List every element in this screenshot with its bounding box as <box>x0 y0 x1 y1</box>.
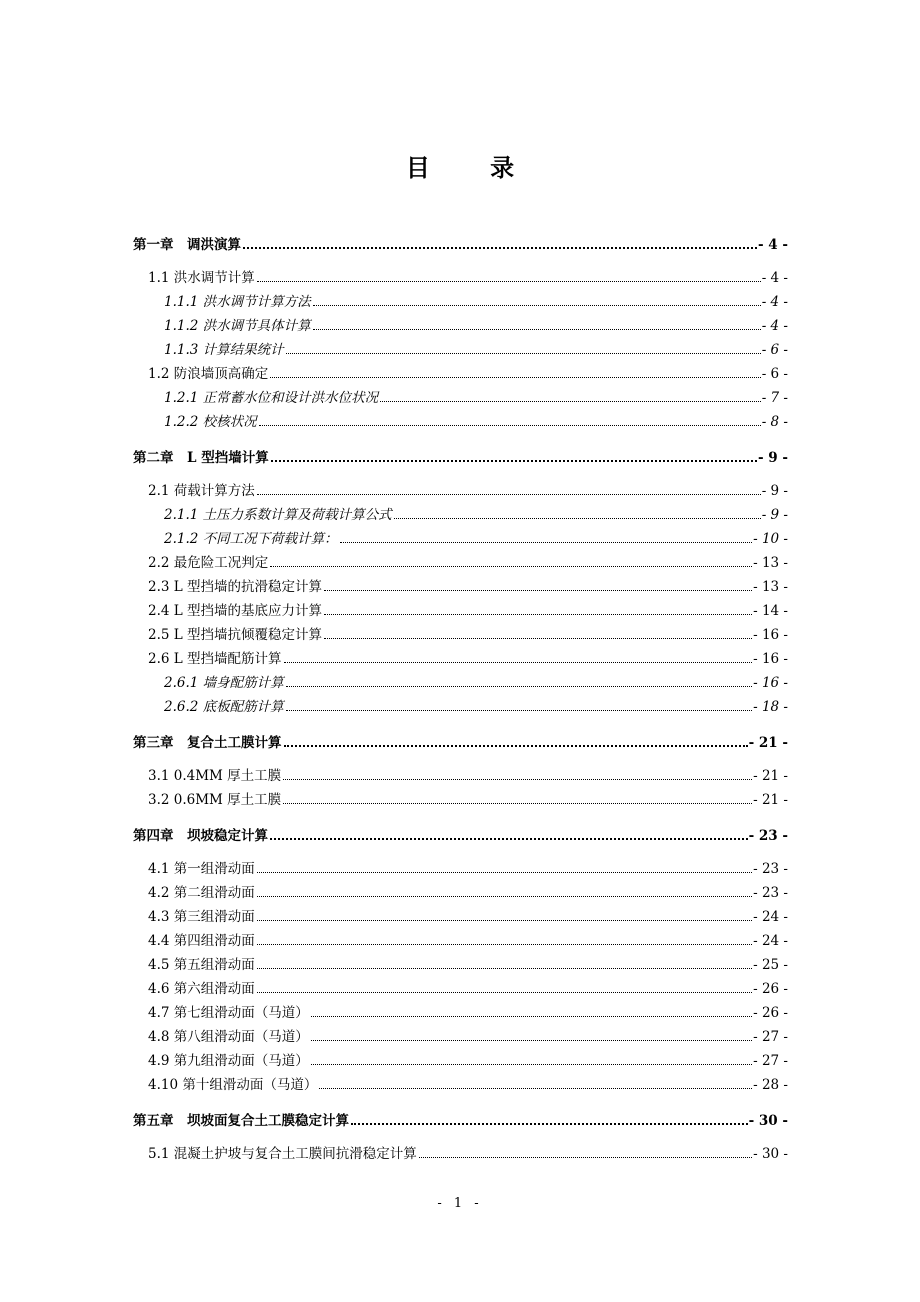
toc-entry-page: - 7 - <box>761 390 788 406</box>
toc-entry-label: 1.2.1 正常蓄水位和设计洪水位状况 <box>164 390 379 406</box>
dot-leader <box>311 1015 752 1017</box>
toc-entry-label: 4.3 第三组滑动面 <box>148 909 255 925</box>
toc-entry-label: 4.1 第一组滑动面 <box>148 861 255 877</box>
dot-leader <box>283 802 752 804</box>
toc-entry-page: - 16 - <box>753 627 788 643</box>
toc-subsection-entry[interactable] <box>133 527 788 551</box>
toc-entry-page: - 13 - <box>753 555 788 571</box>
toc-entry-label: 4.6 第六组滑动面 <box>148 981 255 997</box>
toc-entry-label: 4.9 第九组滑动面（马道） <box>148 1053 309 1069</box>
dot-leader <box>351 1122 748 1125</box>
toc-entry-page: - 16 - <box>753 675 788 691</box>
toc-chapter-entry[interactable] <box>133 824 788 845</box>
toc-entry-page: - 9 - <box>761 483 788 499</box>
toc-entry-page: - 24 - <box>753 933 788 949</box>
toc-section-entry[interactable] <box>133 1001 788 1025</box>
toc-section-entry[interactable] <box>133 905 788 929</box>
toc-section-entry[interactable] <box>133 788 788 812</box>
toc-section-entry[interactable] <box>133 929 788 953</box>
table-of-contents <box>133 233 788 1166</box>
toc-entry-page: - 4 - <box>761 294 788 310</box>
toc-entry-label: 2.1.1 土压力系数计算及荷载计算公式 <box>164 507 392 523</box>
toc-entry-label: 2.1.2 不同工况下荷载计算： <box>164 531 338 547</box>
dot-leader <box>394 517 761 519</box>
toc-subsection-entry[interactable] <box>133 410 788 434</box>
dot-leader <box>257 943 752 945</box>
toc-entry-page: - 23 - <box>753 861 788 877</box>
toc-entry-label: 第一章 调洪演算 <box>133 237 241 253</box>
toc-chapter-entry[interactable] <box>133 731 788 752</box>
toc-subsection-entry[interactable] <box>133 671 788 695</box>
toc-section-entry[interactable] <box>133 953 788 977</box>
toc-entry-label: 2.6.2 底板配筋计算 <box>164 699 284 715</box>
dot-leader <box>259 424 761 426</box>
dot-leader <box>257 919 752 921</box>
toc-section-entry[interactable] <box>133 599 788 623</box>
section-gap <box>133 434 788 446</box>
toc-section-entry[interactable] <box>133 764 788 788</box>
toc-subsection-entry[interactable] <box>133 386 788 410</box>
toc-entry-page: - 26 - <box>753 981 788 997</box>
toc-entry-label: 1.2 防浪墙顶高确定 <box>148 366 269 382</box>
toc-entry-label: 2.2 最危险工况判定 <box>148 555 269 571</box>
toc-entry-page: - 27 - <box>753 1053 788 1069</box>
toc-entry-label: 4.7 第七组滑动面（马道） <box>148 1005 309 1021</box>
toc-subsection-entry[interactable] <box>133 290 788 314</box>
toc-entry-label: 1.1.1 洪水调节计算方法 <box>164 294 311 310</box>
toc-entry-page: - 23 - <box>753 885 788 901</box>
toc-entry-page: - 30 - <box>753 1146 788 1162</box>
toc-entry-label: 2.6.1 墙身配筋计算 <box>164 675 284 691</box>
toc-entry-label: 2.4 L 型挡墙的基底应力计算 <box>148 603 323 619</box>
toc-entry-page: - 6 - <box>761 342 788 358</box>
toc-entry-page: - 21 - <box>753 768 788 784</box>
toc-entry-page: - 21 - <box>753 792 788 808</box>
toc-entry-label: 1.1 洪水调节计算 <box>148 270 255 286</box>
toc-section-entry[interactable] <box>133 479 788 503</box>
page-title: 目 录 <box>405 153 541 182</box>
section-gap <box>133 812 788 824</box>
toc-entry-label: 5.1 混凝土护坡与复合土工膜间抗滑稳定计算 <box>148 1146 417 1162</box>
dot-leader <box>284 661 753 663</box>
toc-section-entry[interactable] <box>133 1049 788 1073</box>
section-gap <box>133 1097 788 1109</box>
page-number: - 1 - <box>437 1196 483 1211</box>
dot-leader <box>319 1087 752 1089</box>
dot-leader <box>270 565 752 567</box>
toc-entry-page: - 30 - <box>748 1113 788 1129</box>
dot-leader <box>313 328 761 330</box>
toc-section-entry[interactable] <box>133 881 788 905</box>
dot-leader <box>340 541 752 543</box>
toc-entry-page: - 10 - <box>753 531 788 547</box>
toc-entry-page: - 9 - <box>761 507 788 523</box>
toc-entry-label: 2.1 荷载计算方法 <box>148 483 255 499</box>
toc-subsection-entry[interactable] <box>133 695 788 719</box>
dot-leader <box>257 493 761 495</box>
toc-subsection-entry[interactable] <box>133 314 788 338</box>
toc-entry-label: 3.2 0.6MM 厚土工膜 <box>148 792 282 808</box>
toc-entry-page: - 14 - <box>753 603 788 619</box>
toc-section-entry[interactable] <box>133 551 788 575</box>
dot-leader <box>324 637 752 639</box>
toc-entry-page: - 4 - <box>761 270 788 286</box>
dot-leader <box>286 352 761 354</box>
toc-entry-label: 3.1 0.4MM 厚土工膜 <box>148 768 282 784</box>
toc-entry-page: - 4 - <box>758 237 788 253</box>
toc-entry-label: 4.10 第十组滑动面（马道） <box>148 1077 318 1093</box>
dot-leader <box>380 400 761 402</box>
toc-entry-page: - 8 - <box>761 414 788 430</box>
toc-section-entry[interactable] <box>133 647 788 671</box>
toc-entry-label: 1.2.2 校核状况 <box>164 414 257 430</box>
dot-leader <box>257 967 752 969</box>
toc-entry-label: 2.5 L 型挡墙抗倾覆稳定计算 <box>148 627 323 643</box>
toc-section-entry[interactable] <box>133 1142 788 1166</box>
toc-entry-page: - 6 - <box>761 366 788 382</box>
dot-leader <box>311 1039 752 1041</box>
dot-leader <box>257 280 761 282</box>
toc-entry-label: 第五章 坝坡面复合土工膜稳定计算 <box>133 1113 349 1129</box>
toc-entry-label: 4.2 第二组滑动面 <box>148 885 255 901</box>
toc-entry-label: 1.1.3 计算结果统计 <box>164 342 284 358</box>
toc-entry-page: - 24 - <box>753 909 788 925</box>
toc-entry-page: - 23 - <box>748 828 788 844</box>
dot-leader <box>286 685 752 687</box>
dot-leader <box>257 895 752 897</box>
section-gap <box>133 719 788 731</box>
toc-section-entry[interactable] <box>133 1073 788 1097</box>
dot-leader <box>284 744 748 747</box>
toc-entry-page: - 28 - <box>753 1077 788 1093</box>
toc-entry-page: - 16 - <box>753 651 788 667</box>
toc-entry-label: 第四章 坝坡稳定计算 <box>133 828 268 844</box>
toc-entry-page: - 4 - <box>761 318 788 334</box>
dot-leader <box>419 1156 752 1158</box>
toc-section-entry[interactable] <box>133 362 788 386</box>
toc-section-entry[interactable] <box>133 857 788 881</box>
toc-chapter-entry[interactable] <box>133 233 788 254</box>
toc-entry-page: - 27 - <box>753 1029 788 1045</box>
dot-leader <box>243 246 757 249</box>
toc-entry-page: - 21 - <box>748 735 788 751</box>
toc-section-entry[interactable] <box>133 977 788 1001</box>
toc-entry-label: 4.5 第五组滑动面 <box>148 957 255 973</box>
toc-section-entry[interactable] <box>133 623 788 647</box>
dot-leader <box>286 709 752 711</box>
toc-subsection-entry[interactable] <box>133 338 788 362</box>
toc-entry-page: - 25 - <box>753 957 788 973</box>
toc-section-entry[interactable] <box>133 575 788 599</box>
dot-leader <box>257 991 752 993</box>
toc-entry-page: - 26 - <box>753 1005 788 1021</box>
toc-entry-label: 1.1.2 洪水调节具体计算 <box>164 318 311 334</box>
toc-chapter-entry[interactable] <box>133 1109 788 1130</box>
dot-leader <box>270 376 760 378</box>
dot-leader <box>270 837 748 840</box>
toc-section-entry[interactable] <box>133 1025 788 1049</box>
dot-leader <box>271 459 757 462</box>
toc-entry-label: 第三章 复合土工膜计算 <box>133 735 282 751</box>
dot-leader <box>311 1063 752 1065</box>
toc-section-entry[interactable] <box>133 266 788 290</box>
toc-entry-label: 4.8 第八组滑动面（马道） <box>148 1029 309 1045</box>
toc-chapter-entry[interactable] <box>133 446 788 467</box>
dot-leader <box>324 589 752 591</box>
dot-leader <box>324 613 752 615</box>
toc-entry-label: 2.3 L 型挡墙的抗滑稳定计算 <box>148 579 323 595</box>
toc-entry-page: - 18 - <box>753 699 788 715</box>
toc-entry-page: - 13 - <box>753 579 788 595</box>
dot-leader <box>283 778 752 780</box>
toc-entry-label: 2.6 L 型挡墙配筋计算 <box>148 651 282 667</box>
toc-entry-label: 第二章 L 型挡墙计算 <box>133 450 269 466</box>
toc-entry-page: - 9 - <box>758 450 788 466</box>
toc-entry-label: 4.4 第四组滑动面 <box>148 933 255 949</box>
dot-leader <box>313 304 761 306</box>
dot-leader <box>257 871 752 873</box>
toc-subsection-entry[interactable] <box>133 503 788 527</box>
